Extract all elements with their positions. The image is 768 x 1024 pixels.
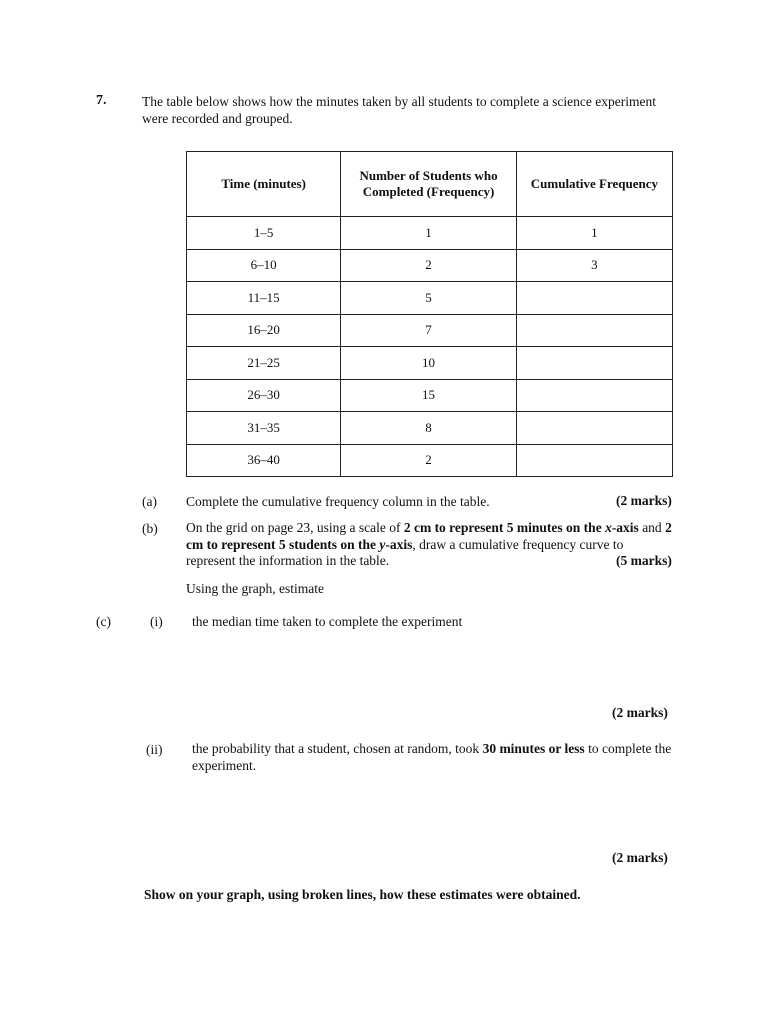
part-c-label: (c): [96, 614, 111, 629]
part-c-i-marks: (2 marks): [612, 705, 668, 720]
part-a-text: Complete the cumulative frequency column in the table.: [186, 494, 490, 509]
part-c-ii-label: (ii): [146, 742, 163, 757]
cell-cumulative[interactable]: [516, 379, 672, 412]
cell-frequency: 10: [341, 347, 516, 380]
cell-cumulative[interactable]: 1: [516, 217, 672, 250]
table-row: [187, 444, 673, 477]
table-row: [187, 249, 673, 282]
cell-cumulative[interactable]: [516, 314, 672, 347]
table-row: [187, 217, 673, 250]
cell-time: 16–20: [187, 314, 341, 347]
cell-frequency: 8: [341, 412, 516, 445]
graph-instruction: Show on your graph, using broken lines, how these estimates were obtained.: [144, 887, 581, 902]
frequency-table: [186, 151, 673, 477]
cell-time: 36–40: [187, 444, 341, 477]
cell-time: 1–5: [187, 217, 341, 250]
table-row: [187, 282, 673, 315]
cell-cumulative[interactable]: [516, 347, 672, 380]
part-c-ii-marks: (2 marks): [612, 850, 668, 865]
cell-cumulative[interactable]: [516, 412, 672, 445]
cell-frequency: 1: [341, 217, 516, 250]
header-frequency: Number of Students who Completed (Frequency): [341, 152, 516, 217]
cell-time: 31–35: [187, 412, 341, 445]
part-b-estimate: Using the graph, estimate: [186, 581, 324, 596]
part-b-marks: (5 marks): [616, 553, 672, 568]
header-cumulative: Cumulative Frequency: [516, 152, 672, 217]
table-row: [187, 412, 673, 445]
table-row: [187, 314, 673, 347]
cell-time: 21–25: [187, 347, 341, 380]
header-time: Time (minutes): [187, 152, 341, 217]
cell-frequency: 15: [341, 379, 516, 412]
cell-frequency: 5: [341, 282, 516, 315]
cell-time: 6–10: [187, 249, 341, 282]
table-header-row: [187, 152, 673, 217]
cell-cumulative[interactable]: [516, 282, 672, 315]
table-row: [187, 347, 673, 380]
cell-cumulative[interactable]: 3: [516, 249, 672, 282]
part-a-marks: (2 marks): [616, 493, 672, 508]
question-intro: The table below shows how the minutes taken by all students to complete a science experiment were recorded and grouped.: [142, 94, 656, 126]
part-a-label: (a): [142, 494, 157, 509]
part-b-text: On the grid on page 23, using a scale of 2 cm to represent 5 minutes on the x-axis and 2 cm to represent 5 students on the y-axis, draw a cumulative frequency curve to represent the information in the table.: [186, 520, 672, 568]
cell-frequency: 2: [341, 249, 516, 282]
cell-cumulative[interactable]: [516, 444, 672, 477]
cell-time: 11–15: [187, 282, 341, 315]
part-c-i-text: the median time taken to complete the experiment: [192, 614, 463, 629]
cell-time: 26–30: [187, 379, 341, 412]
part-c-ii-text: the probability that a student, chosen at random, took 30 minutes or less to complete the experiment.: [192, 741, 672, 773]
table-row: [187, 379, 673, 412]
cell-frequency: 7: [341, 314, 516, 347]
part-c-i-label: (i): [150, 614, 163, 629]
cell-frequency: 2: [341, 444, 516, 477]
question-number: 7.: [96, 93, 107, 108]
part-b-label: (b): [142, 521, 158, 536]
